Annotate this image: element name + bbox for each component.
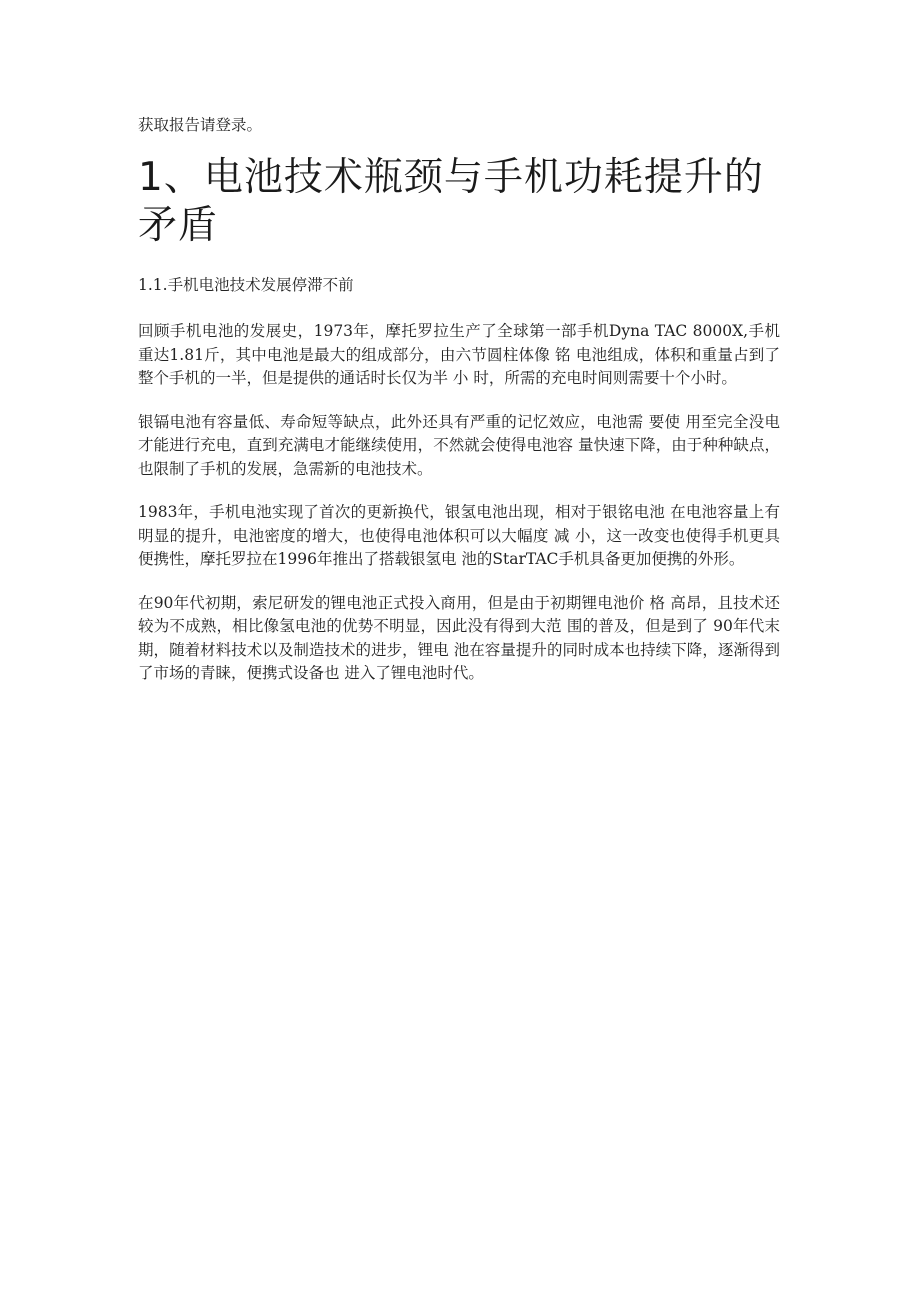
paragraph-nicd: 银镉电池有容量低、寿命短等缺点，此外还具有严重的记忆效应，电池需 要使 用至完全没电才能进行充电，直到充满电才能继续使用，不然就会使得电池容 量快速下降，由于种种缺点，也限制了手机的发展，急需新的电池技术。 [138,412,780,478]
subsection-heading: 1.1.手机电池技术发展停滞不前 [138,276,354,294]
paragraph-lithium: 在90年代初期，索尼研发的锂电池正式投入商用，但是由于初期锂电池价 格 高昂，且技术还较为不成熟，相比像氢电池的优势不明显，因此没有得到大范 围的普及，但是到了 90年代末期，随着材料技术以及制造技术的进步，锂电 池在容量提升的同时成本也持续下降，逐渐得到了市场的青睐，便携式设备也 进入了锂电池时代。 [138,593,780,682]
document-body [138,112,780,706]
paragraph-history: 回顾手机电池的发展史，1973年，摩托罗拉生产了全球第一部手机Dyna TAC 8000X,手机重达1.81斤，其中电池是最大的组成部分，由六节圆柱体像 铭 电池组成，体积和重量占到了整个手机的一半，但是提供的通话时长仅为半 小 时，所需的充电时间则需要十个小时。 [138,322,780,387]
login-notice: 获取报告请登录。 [138,116,263,134]
paragraph-nimh: 1983年，手机电池实现了首次的更新换代，银氢电池出现，相对于银铭电池 在电池容量上有明显的提升，电池密度的增大，也使得电池体积可以大幅度 减 小，这一改变也使得手机更具便携性，摩托罗拉在1996年推出了搭载银氢电 池的StarTAC手机具备更加便携的外形。 [138,503,780,568]
section-heading: 1、电池技术瓶颈与手机功耗提升的矛盾 [138,155,764,248]
